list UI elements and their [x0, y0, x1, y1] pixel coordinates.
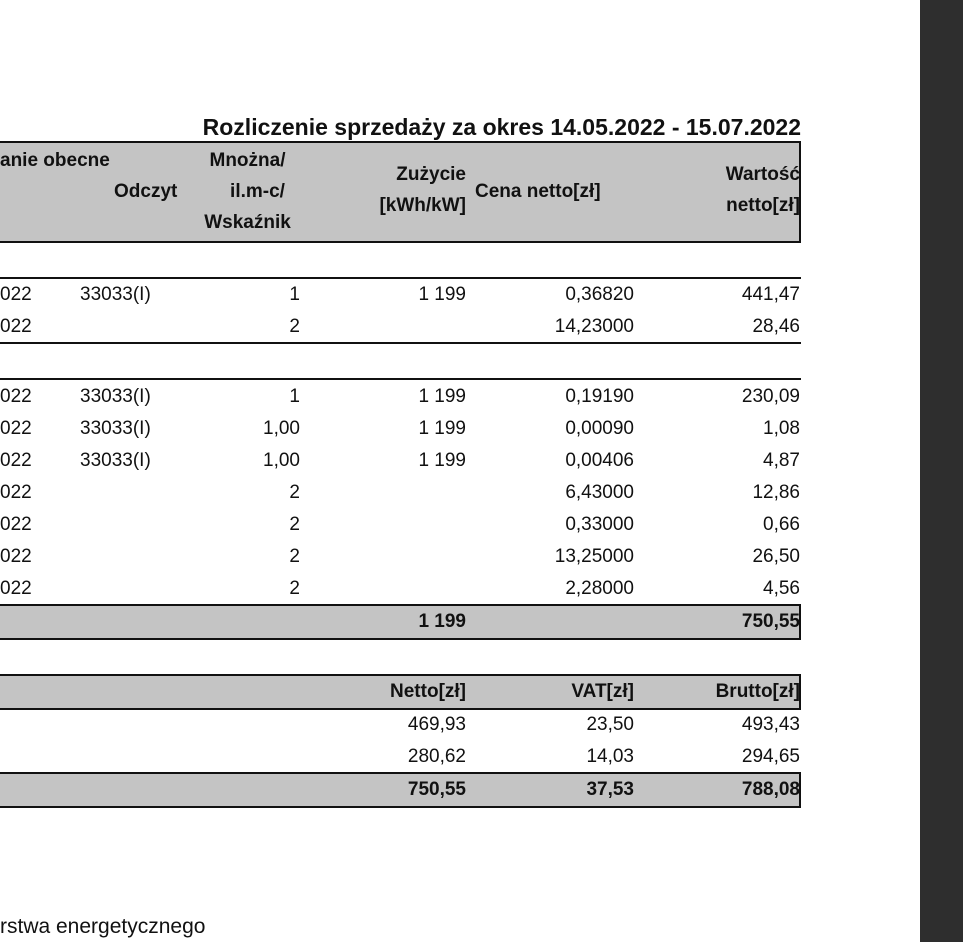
row-price: 6,43000 — [565, 482, 634, 503]
row-value: 230,09 — [741, 386, 800, 407]
row-date: 022 — [0, 546, 32, 567]
row-multiplier: 2 — [289, 482, 300, 503]
row-date: 022 — [0, 316, 32, 337]
summary-brutto: 294,65 — [741, 746, 800, 767]
row-date: 022 — [0, 482, 32, 503]
header-multiplier-2: il.m-c/ — [230, 181, 285, 202]
summary-netto: 469,93 — [407, 714, 466, 735]
group2-top-line — [0, 378, 801, 380]
header-usage-1: Zużycie — [396, 164, 466, 185]
row-reading: 33033(I) — [80, 386, 151, 407]
header-usage-2: [kWh/kW] — [379, 195, 466, 216]
row-price: 0,33000 — [565, 514, 634, 535]
row-price: 0,00090 — [565, 418, 634, 439]
row-value: 12,86 — [752, 482, 800, 503]
page-title: Rozliczenie sprzedaży za okres 14.05.2022 - 15.07.2022 — [202, 114, 801, 140]
row-date: 022 — [0, 450, 32, 471]
row-multiplier: 2 — [289, 514, 300, 535]
row-value: 4,87 — [763, 450, 800, 471]
row-date: 022 — [0, 578, 32, 599]
row-multiplier: 1 — [289, 386, 300, 407]
row-reading: 33033(I) — [80, 450, 151, 471]
row-price: 0,36820 — [565, 284, 634, 305]
summary-header-netto: Netto[zł] — [390, 681, 466, 702]
row-value: 0,66 — [763, 514, 800, 535]
row-value: 4,56 — [763, 578, 800, 599]
total-value: 750,55 — [741, 611, 800, 632]
header-state: anie obecne — [0, 150, 110, 171]
row-price: 2,28000 — [565, 578, 634, 599]
row-value: 26,50 — [752, 546, 800, 567]
header-multiplier-3: Wskaźnik — [204, 212, 291, 233]
row-value: 28,46 — [752, 316, 800, 337]
group1-top-line — [0, 277, 801, 279]
header-price: Cena netto[zł] — [475, 181, 601, 202]
row-usage: 1 199 — [418, 450, 466, 471]
total-usage: 1 199 — [418, 611, 466, 632]
header-multiplier-1: Mnożna/ — [209, 150, 286, 171]
row-price: 14,23000 — [554, 316, 634, 337]
summary-vat: 14,03 — [586, 746, 634, 767]
row-date: 022 — [0, 514, 32, 535]
row-date: 022 — [0, 418, 32, 439]
group1-bottom-line — [0, 342, 801, 344]
row-date: 022 — [0, 386, 32, 407]
summary-total-vat: 37,53 — [586, 779, 634, 800]
row-usage: 1 199 — [418, 284, 466, 305]
row-reading: 33033(I) — [80, 418, 151, 439]
row-price: 0,00406 — [565, 450, 634, 471]
header-reading: Odczyt — [114, 181, 178, 202]
summary-netto: 280,62 — [407, 746, 466, 767]
row-multiplier: 2 — [289, 546, 300, 567]
row-multiplier: 1 — [289, 284, 300, 305]
row-multiplier: 2 — [289, 316, 300, 337]
row-date: 022 — [0, 284, 32, 305]
footer-text: rstwa energetycznego — [0, 915, 206, 938]
summary-total-netto: 750,55 — [407, 779, 466, 800]
row-value: 441,47 — [741, 284, 800, 305]
summary-vat: 23,50 — [586, 714, 634, 735]
summary-brutto: 493,43 — [741, 714, 800, 735]
summary-header-brutto: Brutto[zł] — [715, 681, 800, 702]
row-multiplier: 2 — [289, 578, 300, 599]
row-multiplier: 1,00 — [263, 450, 300, 471]
summary-total-brutto: 788,08 — [741, 779, 800, 800]
summary-header-vat: VAT[zł] — [571, 681, 634, 702]
header-value-1: Wartość — [725, 164, 800, 185]
row-usage: 1 199 — [418, 386, 466, 407]
viewer-side-panel — [920, 0, 963, 942]
row-usage: 1 199 — [418, 418, 466, 439]
row-reading: 33033(I) — [80, 284, 151, 305]
row-price: 0,19190 — [565, 386, 634, 407]
row-value: 1,08 — [763, 418, 800, 439]
row-multiplier: 1,00 — [263, 418, 300, 439]
header-value-2: netto[zł] — [726, 195, 800, 216]
row-price: 13,25000 — [554, 546, 634, 567]
